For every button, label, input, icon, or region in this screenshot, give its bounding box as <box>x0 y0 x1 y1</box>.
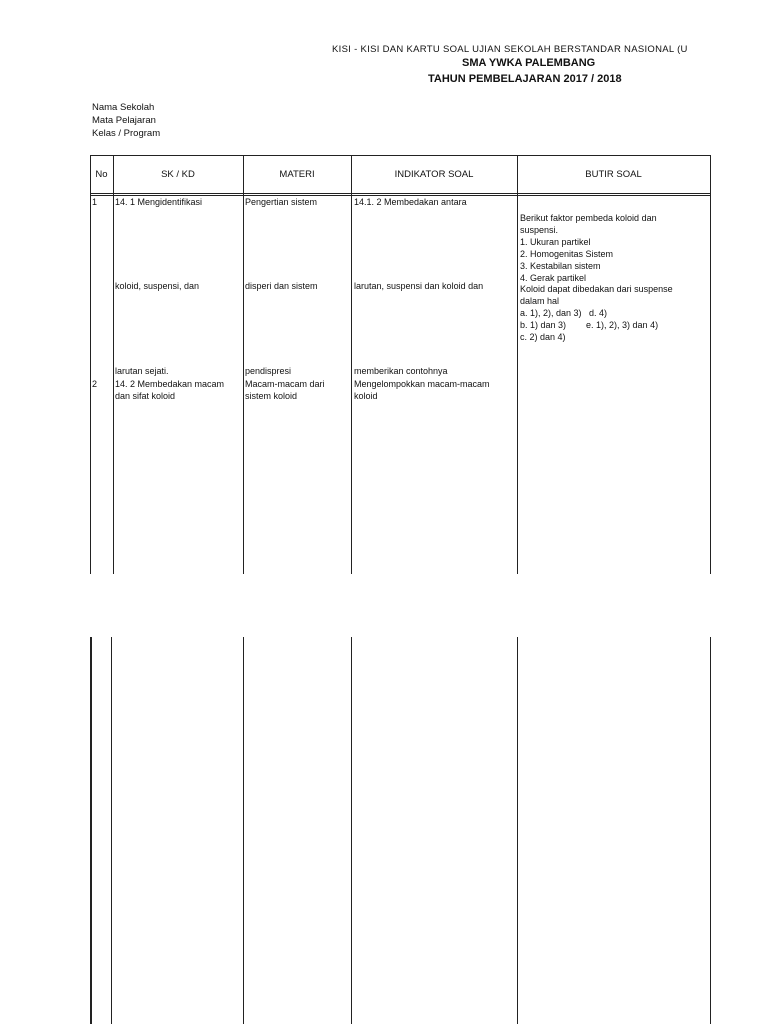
sk-kd-text: 14. 1 Mengidentifikasi <box>115 197 203 207</box>
sk-kd-text: 14. 2 Membedakan macam <box>115 379 225 389</box>
col-header-no: No <box>95 169 108 180</box>
butir-line: 4. Gerak partikel <box>520 272 587 283</box>
butir-line: dalam hal <box>520 296 560 307</box>
col-header-materi: MATERI <box>279 169 315 180</box>
materi-text: Macam-macam dari <box>245 379 325 389</box>
indikator-text: koloid <box>354 391 378 401</box>
col-header-sk-kd: SK / KD <box>161 169 195 180</box>
materi-text: disperi dan sistem <box>245 281 318 291</box>
butir-line: 1. Ukuran partikel <box>520 236 591 247</box>
butir-line: Koloid dapat dibedakan dari suspense <box>520 284 673 295</box>
sk-kd-text: larutan sejati. <box>115 366 169 376</box>
butir-line: 2. Homogenitas Sistem <box>520 248 614 259</box>
materi-text: sistem koloid <box>245 391 298 401</box>
school-name: SMA YWKA PALEMBANG <box>462 57 596 69</box>
materi-text: Pengertian sistem <box>245 197 318 207</box>
row-number: 2 <box>92 379 98 389</box>
document-header-line: KISI - KISI DAN KARTU SOAL UJIAN SEKOLAH BERSTANDAR NASIONAL (U <box>332 44 688 55</box>
row-number: 1 <box>92 197 98 207</box>
sk-kd-text: koloid, suspensi, dan <box>115 281 200 291</box>
materi-text: pendispresi <box>245 366 292 376</box>
indikator-text: 14.1. 2 Membedakan antara <box>354 197 467 207</box>
indikator-text: larutan, suspensi dan koloid dan <box>354 281 484 291</box>
class-label: Kelas / Program <box>92 128 161 139</box>
butir-line: b. 1) dan 3) e. 1), 2), 3) dan 4) <box>520 320 659 331</box>
subject-label: Mata Pelajaran <box>92 115 156 126</box>
school-label: Nama Sekolah <box>92 102 155 113</box>
butir-line: 3. Kestabilan sistem <box>520 260 601 271</box>
sk-kd-text: dan sifat koloid <box>115 391 176 401</box>
butir-line: a. 1), 2), dan 3) d. 4) <box>520 308 608 319</box>
academic-year: TAHUN PEMBELAJARAN 2017 / 2018 <box>428 73 622 85</box>
col-header-indikator: INDIKATOR SOAL <box>394 169 474 180</box>
indikator-text: Mengelompokkan macam-macam <box>354 379 490 389</box>
butir-soal-text <box>520 213 716 344</box>
butir-line: suspensi. <box>520 224 559 235</box>
col-header-butir: BUTIR SOAL <box>585 169 642 180</box>
indikator-text: memberikan contohnya <box>354 366 448 376</box>
butir-line: c. 2) dan 4) <box>520 332 566 343</box>
butir-line: Berikut faktor pembeda koloid dan <box>520 213 657 223</box>
